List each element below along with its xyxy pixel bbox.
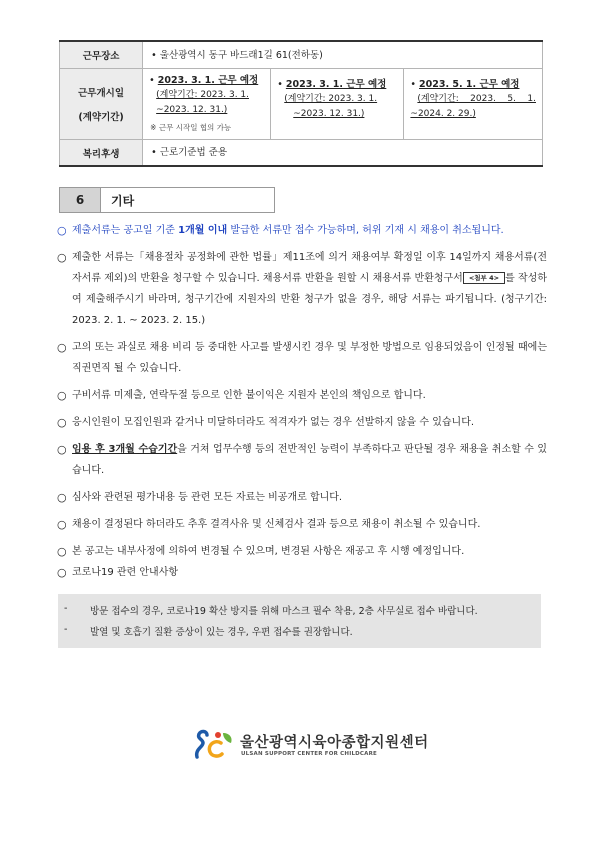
section-title: 기타 [111, 193, 135, 208]
contract-period: (계약기간: 2023. 5. 1. [417, 94, 536, 104]
circle-bullet-icon: ○ [57, 341, 67, 354]
circle-bullet-icon: ○ [57, 389, 67, 402]
contract-period: (계약기간: 2023. 3. 1. [284, 94, 378, 104]
welfare: 근로기준법 준용 [159, 147, 228, 158]
job-conditions-table [59, 40, 543, 167]
circle-bullet-icon: ○ [57, 545, 67, 558]
covid-notice-box [58, 594, 541, 648]
list-item: ○ 임용 후 3개월 수습기간을 거쳐 업무수행 등의 전반적인 능력이 부족하다고 판단될 경우 채용을 취소할 수 있습니다. [57, 439, 547, 481]
circle-bullet-icon: ○ [57, 416, 67, 429]
list-item: ○ 제출한 서류는「채용절차 공정화에 관한 법률」제11조에 의거 채용여부 확정일 이후 14일까지 채용서류(전자서류 제외)의 반환을 청구할 수 있습니다. 채용서류 반환을 원할 시 채용서류 반환청구서 <첨부 4> 를 작성하여 제출해주시기 바라며, 청구기간에 지원자의 반환 청구가 없을 경우, 해당 서류는 파기됩니다. (청구기간: 2023. 2. 1. ~ 2023. 2. 15.) [57, 247, 547, 331]
list-item: ○ 심사와 관련된 평가내용 등 관련 모든 자료는 비공개로 합니다. [57, 487, 547, 508]
contract-period-end: ~2023. 12. 31.) [293, 109, 365, 119]
circle-bullet-icon: ○ [57, 566, 67, 579]
dash-bullet: - [64, 603, 68, 614]
section-number: 6 [60, 188, 101, 212]
center-name: 울산광역시육아종합지원센터 [240, 735, 429, 751]
start-date: 2023. 3. 1. 근무 예정 [285, 79, 387, 90]
row-label: 복리후생 [60, 140, 143, 167]
list-item: ○ 응시인원이 모집인원과 같거나 미달하더라도 적격자가 없는 경우 선발하지 않을 수 있습니다. [57, 412, 547, 433]
start-date: 2023. 5. 1. 근무 예정 [419, 79, 520, 90]
table-row [60, 41, 543, 69]
notice-line: - 발열 및 호흡기 질환 증상이 있는 경우, 우편 접수를 권장합니다. [64, 624, 353, 638]
circle-bullet-icon: ○ [57, 251, 67, 264]
start-date: 2023. 3. 1. 근무 예정 [157, 75, 259, 86]
bullet: • [151, 49, 160, 61]
bullet: • [151, 147, 160, 158]
list-item: ○ 구비서류 미제출, 연락두절 등으로 인한 불이익은 지원자 본인의 책임으로 합니다. [57, 385, 547, 406]
center-logo [193, 727, 429, 765]
list-item: ○ 채용이 결정된다 하더라도 추후 결격사유 및 신체검사 결과 등으로 채용이 취소될 수 있습니다. [57, 514, 547, 535]
logo-mark-icon [193, 727, 237, 763]
list-item: ○ 본 공고는 내부사정에 의하여 변경될 수 있으며, 변경된 사항은 재공고 후 시행 예정입니다. [57, 541, 547, 562]
circle-bullet-icon: ○ [57, 491, 67, 504]
notice-line: - 방문 접수의 경우, 코로나19 확산 방지를 위해 마스크 필수 착용, 2층 사무실로 접수 바랍니다. [64, 603, 478, 617]
contract-period: (계약기간: 2023. 3. 1. [156, 90, 249, 100]
circle-bullet-icon: ○ [57, 518, 67, 531]
table-row [60, 140, 543, 167]
work-location: 울산광역시 동구 바드래1길 61(전하동) [159, 49, 323, 61]
row-label: 근무개시일 [78, 88, 125, 99]
list-item: ○ 제출서류는 공고일 기준 1개월 이내 발급한 서류만 접수 가능하며, 허위 기재 시 채용이 취소됩니다. [57, 220, 547, 241]
list-item: ○ 코로나19 관련 안내사항 [57, 562, 547, 583]
contract-period-end: ~2024. 2. 29.) [410, 109, 476, 119]
table-row: 근무개시일 (계약기간) • 2023. 3. 1. 근무 예정 (계약기간: 2023. 3. 1. ~2023. 12. 31.) ※ 근무 시작일 협의 가능 • 2023. 3. 1. 근무 예정 (계약기간: 2023. 3. 1. ~2023. 12. 31.) • 2023. 5. 1. 근무 예정 (계약기간: 2023. 5. 1. ~2024. 2. 29.) [60, 69, 543, 140]
row-label-sub: (계약기간) [78, 112, 124, 123]
circle-bullet-icon: ○ [57, 224, 67, 237]
notice-list [57, 220, 547, 589]
circle-bullet-icon: ○ [57, 443, 67, 456]
dash-bullet: - [64, 624, 68, 635]
start-date-note: ※ 근무 시작일 협의 가능 [150, 123, 232, 132]
section-header [59, 187, 275, 213]
attachment-tag: <첨부 4> [463, 272, 505, 284]
row-label: 근무장소 [60, 41, 143, 69]
list-item: ○ 고의 또는 과실로 채용 비리 등 중대한 사고를 발생시킨 경우 및 부정한 방법으로 임용되었음이 인정될 때에는 직권면직 될 수 있습니다. [57, 337, 547, 379]
center-name-en: ULSAN SUPPORT CENTER FOR CHILDCARE [241, 751, 378, 757]
contract-period-end: ~2023. 12. 31.) [156, 105, 228, 115]
